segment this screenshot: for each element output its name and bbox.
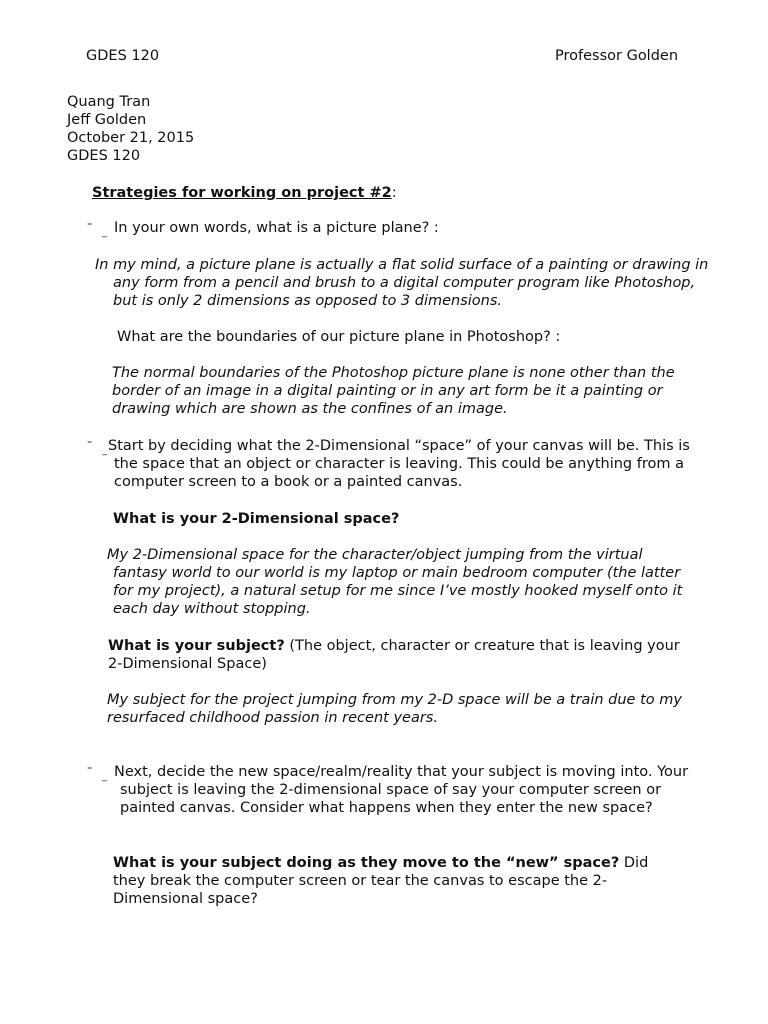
- q2-prompt: What are the boundaries of our picture plane in Photoshop? :: [117, 329, 561, 345]
- page-title: [92, 184, 397, 202]
- q4-prompt: [108, 637, 698, 673]
- q3-prompt: What is your 2-Dimensional space?: [113, 511, 400, 527]
- title-suffix: :: [391, 185, 397, 201]
- q1-answer: In my mind, a picture plane is actually a flat solid surface of a painting or drawing in any form from a pencil and brush to a digital computer program like Photoshop, but is only 2 dimensions as opposed to 3 dimensions.: [95, 257, 709, 309]
- bullet-icon: ⁼: [87, 221, 93, 232]
- meta-student: Quang Tran: [67, 94, 151, 110]
- step2-text: Next, decide the new space/realm/reality that your subject is moving into. Your subject is leaving the 2-dimensional space of say your computer screen or painted canvas. Consider what happens when they enter the new space?: [114, 764, 689, 816]
- meta-instructor: Jeff Golden: [67, 112, 147, 128]
- q1-prompt: In your own words, what is a picture plane? :: [114, 220, 439, 236]
- bullet-icon: _: [102, 445, 107, 456]
- meta-date: October 21, 2015: [67, 130, 195, 146]
- header-professor: Professor Golden: [555, 48, 679, 64]
- q3-answer: My 2-Dimensional space for the character/object jumping from the virtual fantasy world to our world is my laptop or main bedroom computer (the latter for my project), a natural setup for me since I’ve mostly hooked myself onto it each day without stopping.: [107, 547, 683, 617]
- bullet-icon: _: [102, 227, 107, 238]
- meta-course: GDES 120: [67, 148, 141, 164]
- q5-prompt-bold: What is your subject doing as they move to the “new” space?: [113, 855, 620, 871]
- bullet-icon: ⁼: [87, 439, 93, 450]
- q5-prompt-rest: Did they break the computer screen or tear the canvas to escape the 2-Dimensional space?: [113, 855, 649, 907]
- q4-answer: My subject for the project jumping from my 2-D space will be a train due to my resurfaced childhood passion in recent years.: [107, 692, 682, 726]
- q4-prompt-rest: (The object, character or creature that is leaving your 2-Dimensional Space): [108, 638, 680, 672]
- bullet-icon: ⁼: [87, 765, 93, 776]
- q4-prompt-bold: What is your subject?: [108, 638, 285, 654]
- q2-answer: The normal boundaries of the Photoshop picture plane is none other than the border of an image in a digital painting or in any art form be it a painting or drawing which are shown as the confines of an image.: [112, 365, 675, 417]
- bullet-icon: _: [102, 771, 107, 782]
- step1-text: Start by deciding what the 2-Dimensional “space” of your canvas will be. This is the space that an object or character is leaving. This could be anything from a computer screen to a book or a painted canvas.: [108, 438, 690, 490]
- header-course: GDES 120: [86, 48, 160, 64]
- q5-prompt: [113, 854, 658, 908]
- title-text: Strategies for working on project #2: [92, 185, 392, 201]
